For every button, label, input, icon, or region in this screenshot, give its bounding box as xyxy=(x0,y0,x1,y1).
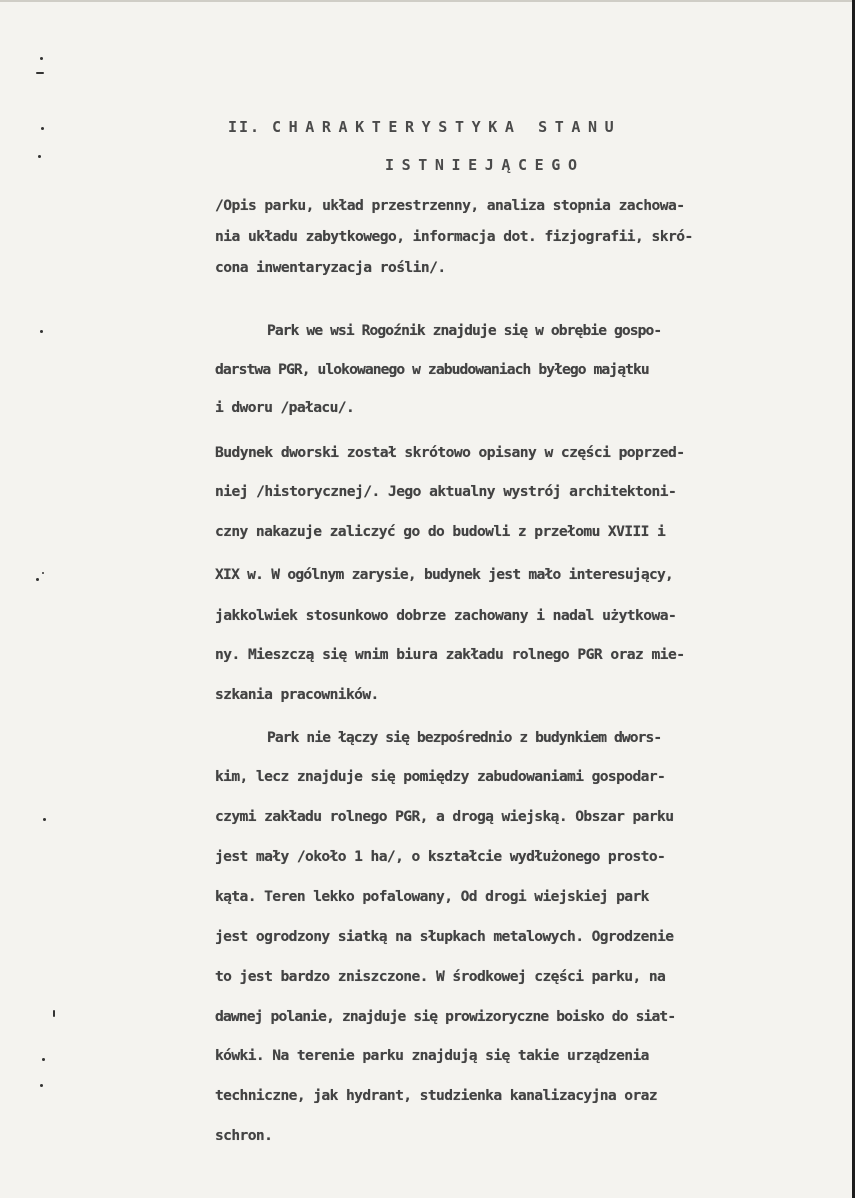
section-number: II. xyxy=(228,118,262,136)
margin-mark xyxy=(40,330,43,333)
body-line: kąta. Teren lekko pofalowany, Od drogi wiejskiej park xyxy=(215,888,649,905)
body-line: darstwa PGR, ulokowanego w zabudowaniach byłego majątku xyxy=(215,361,649,378)
body-line: ny. Mieszczą się wnim biura zakładu rolnego PGR oraz mie- xyxy=(215,646,685,663)
margin-mark xyxy=(42,572,44,574)
body-line: i dworu /pałacu/. xyxy=(215,399,355,416)
body-line: czymi zakładu rolnego PGR, a drogą wiejską. Obszar parku xyxy=(215,808,674,825)
body-line: to jest bardzo zniszczone. W środkowej części parku, na xyxy=(215,968,666,985)
body-line: jakkolwiek stosunkowo dobrze zachowany i nadal użytkowa- xyxy=(215,607,677,624)
section-title-line2: ISTNIEJĄCEGO xyxy=(385,156,585,174)
body-line: czny nakazuje zaliczyć go do budowli z przełomu XVIII i xyxy=(215,523,666,540)
body-line: jest mały /około 1 ha/, o kształcie wydłużonego prosto- xyxy=(215,848,666,865)
margin-mark xyxy=(40,57,43,60)
body-line: szkania pracowników. xyxy=(215,686,379,703)
intro-line: nia układu zabytkowego, informacja dot. fizjografii, skró- xyxy=(215,228,693,245)
body-line: jest ogrodzony siatką na słupkach metalowych. Ogrodzenie xyxy=(215,928,674,945)
body-line: kówki. Na terenie parku znajdują się takie urządzenia xyxy=(215,1047,649,1064)
body-line: dawnej polanie, znajduje się prowizoryczne boisko do siat- xyxy=(215,1008,676,1025)
intro-line: /Opis parku, układ przestrzenny, analiza stopnia zachowa- xyxy=(215,197,685,214)
intro-line: cona inwentaryzacja roślin/. xyxy=(215,259,446,276)
body-line: Budynek dworski został skrótowo opisany w części poprzed- xyxy=(215,444,685,461)
body-line: XIX w. W ogólnym zarysie, budynek jest mało interesujący, xyxy=(215,566,674,583)
margin-mark xyxy=(43,818,46,821)
margin-mark xyxy=(36,578,39,581)
body-line: schron. xyxy=(215,1127,273,1144)
page-top-edge xyxy=(0,0,855,2)
body-line: Park nie łączy się bezpośrednio z budynkiem dwors- xyxy=(267,729,662,746)
body-line: niej /historycznej/. Jego aktualny wystrój architektoni- xyxy=(215,483,677,500)
margin-mark xyxy=(36,72,44,74)
section-title-line1: CHARAKTERYSTYKA STANU xyxy=(272,118,622,136)
margin-mark xyxy=(38,155,41,158)
body-line: Park we wsi Rogoźnik znajduje się w obrębie gospo- xyxy=(267,322,662,339)
margin-mark xyxy=(42,1058,45,1061)
margin-mark xyxy=(40,1084,43,1087)
body-line: kim, lecz znajduje się pomiędzy zabudowaniami gospodar- xyxy=(215,768,666,785)
margin-mark xyxy=(53,1010,55,1017)
margin-mark xyxy=(41,127,44,130)
body-line: techniczne, jak hydrant, studzienka kanalizacyjna oraz xyxy=(215,1087,658,1104)
